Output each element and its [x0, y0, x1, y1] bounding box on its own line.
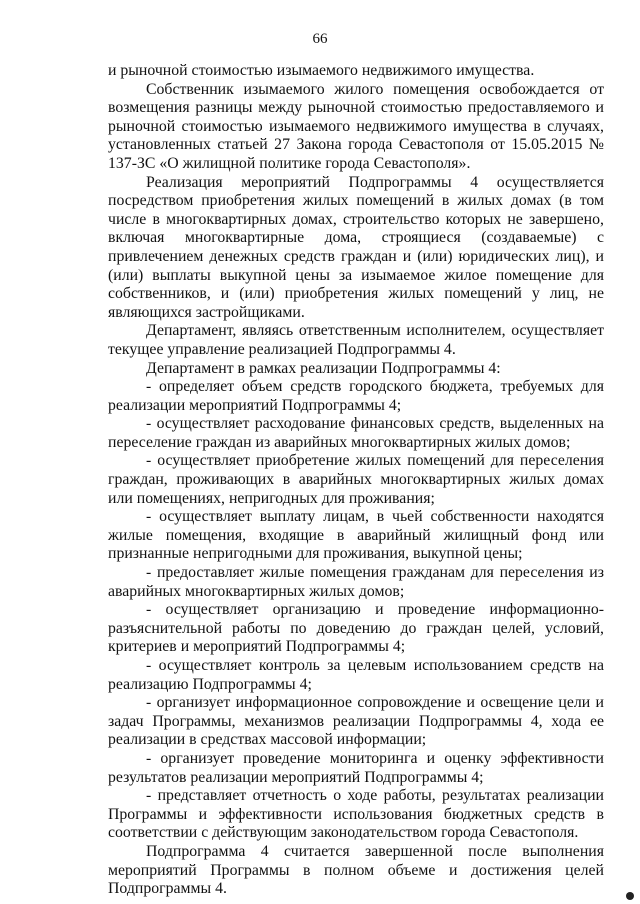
document-body — [108, 62, 604, 899]
list-item: - организует проведение мониторинга и оценку эффективности результатов реализации мероприятий Подпрограммы 4; — [108, 749, 604, 786]
duties-list — [108, 378, 604, 843]
list-item: - осуществляет приобретение жилых помещений для переселения граждан, проживающих в аварийных многоквартирных жилых домах или помещениях, непригодных для проживания; — [108, 452, 604, 507]
list-item: - осуществляет организацию и проведение информационно-разъяснительной работы по доведению до граждан целей, условий, критериев и мероприятий Подпрограммы 4; — [108, 601, 604, 656]
paragraph-implementation: Реализация мероприятий Подпрограммы 4 осуществляется посредством приобретения жилых помещений в жилых домах (в том числе в многоквартирных домах, строительство которых не завершено, включая многоквартирные дома, строящиеся (создаваемые) с привлечением денежных средств граждан и (или) юридических лиц), и (или) выплаты выкупной цены за изымаемое жилое помещение для собственников, и (или) приобретения жилых помещений у лиц, не являющихся застройщиками. — [108, 173, 604, 321]
paragraph-owner-exemption: Собственник изымаемого жилого помещения освобождается от возмещения разницы между рыночной стоимостью предоставляемого и рыночной стоимостью изымаемого недвижимого имущества в случаях, установленных статьей 27 Закона города Севастополя от 15.05.2015 № 137-ЗС «О жилищной политике города Севастополя». — [108, 80, 604, 172]
list-item: - представляет отчетность о ходе работы, результатах реализации Программы и эффективности использования бюджетных средств в соответствии с действующим законодательством города Севастополя. — [108, 787, 604, 842]
paragraph-department-role: Департамент, являясь ответственным исполнителем, осуществляет текущее управление реализацией Подпрограммы 4. — [108, 322, 604, 358]
page-number: 66 — [312, 31, 328, 47]
list-item: - осуществляет выплату лицам, в чьей собственности находятся жилые помещения, входящие в аварийный жилищный фонд или признанные непригодными для проживания, выкупной цены; — [108, 508, 604, 563]
list-item: - определяет объем средств городского бюджета, требуемых для реализации мероприятий Подпрограммы 4; — [108, 378, 604, 414]
list-item: - организует информационное сопровождение и освещение цели и задач Программы, механизмов реализации Подпрограммы 4, хода ее реализации в средствах массовой информации; — [108, 694, 604, 749]
scan-artifact — [626, 892, 634, 900]
paragraph-continuation: и рыночной стоимостью изымаемого недвижимого имущества. — [108, 62, 535, 79]
list-item: - осуществляет расходование финансовых средств, выделенных на переселение граждан из аварийных многоквартирных жилых домов; — [108, 415, 604, 451]
list-item: - предоставляет жилые помещения гражданам для переселения из аварийных многоквартирных жилых домов; — [108, 564, 604, 600]
list-item: - осуществляет контроль за целевым использованием средств на реализацию Подпрограммы 4; — [108, 657, 604, 693]
paragraph-completion: Подпрограмма 4 считается завершенной после выполнения мероприятий Программы в полном объеме и достижения целей Подпрограммы 4. — [108, 842, 604, 898]
paragraph-department-duties-intro: Департамент в рамках реализации Подпрограммы 4: — [146, 359, 501, 377]
